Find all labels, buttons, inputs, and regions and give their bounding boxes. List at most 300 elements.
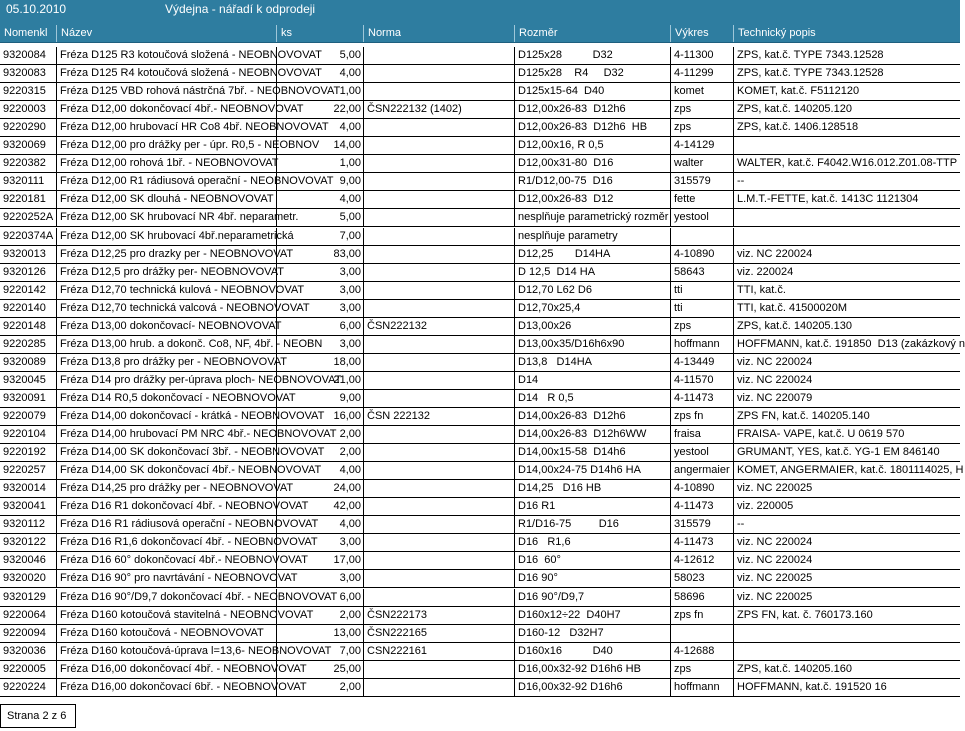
cell-col-popis: HOFFMANN, kat.č. 191850 D13 (zakázkový n <box>733 336 960 353</box>
cell-col-rozmer: D16,00x32-92 D16h6 <box>514 679 670 696</box>
cell-col-nomenkl: 9320014 <box>3 482 46 495</box>
cell-col-norma <box>363 246 514 263</box>
cell-col-nomenkl: 9220094 <box>3 626 46 639</box>
cell-col-rozmer: D14,25 D16 HB <box>514 480 670 497</box>
cell-col-nomenkl: 9320084 <box>3 49 46 61</box>
cell-col-rozmer: D14,00x15-58 D14h6 <box>514 444 670 461</box>
cell-col-popis: TTI, kat.č. <box>733 282 960 299</box>
cell-col-norma <box>363 282 514 299</box>
cell-col-norma <box>363 570 514 587</box>
cell-col-nomenkl: 9220315 <box>3 85 46 98</box>
cell-col-rozmer: D14,00x26-83 D12h6 <box>514 408 670 425</box>
cell-col-ks: 13,00 <box>276 625 363 642</box>
cell-col-nazev: Fréza D16 R1,6 dokončovací 4bř. - NEOBNOVOVAT <box>56 534 276 551</box>
cell-col-vykres: fette <box>670 191 733 208</box>
cell-col-norma <box>363 498 514 515</box>
cell-col-popis: ZPS, kat.č. 1406.128518 <box>733 119 960 136</box>
cell-col-nomenkl: 9320126 <box>3 265 46 278</box>
cell-col-nazev: Fréza D13,00 hrub. a dokonč. Co8, NF, 4bř. - NEOBN <box>56 336 276 353</box>
cell-col-popis: viz. 220005 <box>733 498 960 515</box>
cell-col-vykres: 4-11300 <box>670 47 733 64</box>
cell-col-norma <box>363 83 514 100</box>
cell-col-vykres: 4-11570 <box>670 372 733 389</box>
cell-col-ks: 6,00 <box>276 589 363 606</box>
cell-col-rozmer: D16 90°/D9,7 <box>514 589 670 606</box>
cell-col-nazev: Fréza D125 VBD rohová nástrčná 7bř. - NEOBNOVOVAT <box>56 83 276 100</box>
page-label: Strana 2 z 6 <box>7 710 67 722</box>
cell-col-norma: ČSN 222132 <box>363 408 514 425</box>
cell-col-vykres: hoffmann <box>670 679 733 696</box>
cell-col-nomenkl: 9220148 <box>3 319 46 332</box>
cell-col-ks: 4,00 <box>276 191 363 208</box>
cell-col-nazev: Fréza D13,8 pro drážky per - NEOBNOVOVAT <box>56 354 276 371</box>
table-row <box>0 246 960 264</box>
cell-col-nomenkl: 9320112 <box>3 518 46 531</box>
cell-col-nazev: Fréza D12,5 pro drážky per- NEOBNOVOVAT <box>56 264 276 281</box>
cell-col-rozmer: R1/D12,00-75 D16 <box>514 173 670 190</box>
cell-col-nazev: Fréza D16 90° pro navrtávání - NEOBNOVOVAT <box>56 570 276 587</box>
cell-col-rozmer: D13,00x35/D16h6x90 <box>514 336 670 353</box>
cell-col-ks: 6,00 <box>276 318 363 335</box>
cell-col-vykres: 4-11473 <box>670 498 733 515</box>
cell-col-rozmer: D12,00x26-83 D12h6 <box>514 101 670 118</box>
cell-col-nomenkl: 9320013 <box>3 247 46 260</box>
cell-col-vykres: walter <box>670 155 733 172</box>
table-row <box>0 300 960 318</box>
cell-col-nomenkl: 9320129 <box>3 590 46 603</box>
cell-col-ks: 9,00 <box>276 173 363 190</box>
cell-col-vykres: yestool <box>670 209 733 226</box>
cell-col-norma <box>363 47 514 64</box>
table-row <box>0 318 960 336</box>
cell-col-rozmer: D16 R1 <box>514 498 670 515</box>
cell-col-vykres: zps <box>670 119 733 136</box>
cell-col-ks: 2,00 <box>276 444 363 461</box>
cell-col-popis: viz. NC 220079 <box>733 390 960 407</box>
cell-col-vykres: fraisa <box>670 426 733 443</box>
cell-col-nomenkl: 9220252A <box>3 211 54 224</box>
cell-col-vykres: 4-13449 <box>670 354 733 371</box>
cell-col-ks: 9,00 <box>276 390 363 407</box>
cell-col-popis: L.M.T.-FETTE, kat.č. 1413C 1121304 <box>733 191 960 208</box>
cell-col-nomenkl: 9320111 <box>3 175 45 188</box>
table-row <box>0 137 960 155</box>
cell-col-nazev: Fréza D12,00 hrubovací HR Co8 4bř. NEOBNOVOVAT <box>56 119 276 136</box>
table-row <box>0 173 960 191</box>
cell-col-vykres: 58696 <box>670 589 733 606</box>
cell-col-nomenkl: 9220104 <box>3 428 46 441</box>
cell-col-vykres: zps <box>670 318 733 335</box>
table-row <box>0 552 960 570</box>
cell-col-nazev: Fréza D12,00 rohová 1bř. - NEOBNOVOVAT <box>56 155 276 172</box>
cell-col-nomenkl: 9320069 <box>3 139 46 152</box>
cell-col-vykres: tti <box>670 300 733 317</box>
cell-col-ks: 3,00 <box>276 300 363 317</box>
cell-col-nazev: Fréza D16 R1 dokončovací 4bř. - NEOBNOVOVAT <box>56 498 276 515</box>
table-row <box>0 83 960 101</box>
cell-col-nomenkl: 9220382 <box>3 157 46 170</box>
cell-col-nazev: Fréza D16 90°/D9,7 dokončovací 4bř. - NEOBNOVOVAT <box>56 589 276 606</box>
cell-col-popis: viz. NC 220024 <box>733 552 960 569</box>
cell-col-vykres: 4-12688 <box>670 643 733 660</box>
report-date: 05.10.2010 <box>6 2 67 16</box>
cell-col-nomenkl: 9320046 <box>3 554 46 567</box>
cell-col-rozmer: D12,00x26-83 D12h6 HB <box>514 119 670 136</box>
table-row <box>0 462 964 480</box>
cell-col-popis: ZPS FN, kat. č. 760173.160 <box>733 607 960 624</box>
table-row <box>0 282 960 300</box>
header-col-rozmer: Rozměr <box>514 25 670 42</box>
cell-col-vykres: 4-12612 <box>670 552 733 569</box>
cell-col-vykres: 58023 <box>670 570 733 587</box>
cell-col-nazev: Fréza D12,25 pro drazky per - NEOBNOVOVAT <box>56 246 276 263</box>
cell-col-norma: ČSN222132 <box>363 318 514 335</box>
cell-col-popis: ZPS, kat.č. 140205.130 <box>733 318 960 335</box>
cell-col-ks: 17,00 <box>276 552 363 569</box>
cell-col-nomenkl: 9320089 <box>3 355 46 368</box>
cell-col-nomenkl: 9320020 <box>3 572 46 585</box>
cell-col-nomenkl: 9220257 <box>3 464 46 477</box>
cell-col-ks: 14,00 <box>276 137 363 154</box>
cell-col-rozmer: D125x28 D32 <box>514 47 670 64</box>
cell-col-norma <box>363 209 514 226</box>
cell-col-nomenkl: 9320083 <box>3 67 46 80</box>
table-row <box>0 498 960 516</box>
cell-col-ks: 3,00 <box>276 282 363 299</box>
cell-col-nazev: Fréza D14 R0,5 dokončovací - NEOBNOVOVAT <box>56 390 276 407</box>
cell-col-nazev: Fréza D160 kotoučová-úprava l=13,6- NEOBNOVOVAT <box>56 643 276 660</box>
cell-col-rozmer: D160-12 D32H7 <box>514 625 670 642</box>
cell-col-nazev: Fréza D16,00 dokončovací 6bř. - NEOBNOVOVAT <box>56 679 276 696</box>
cell-col-rozmer: D12,00x26-83 D12 <box>514 191 670 208</box>
cell-col-ks: 25,00 <box>276 661 363 678</box>
cell-col-popis <box>733 625 960 642</box>
cell-col-nazev: Fréza D14,00 SK dokončovací 3bř. - NEOBNOVOVAT <box>56 444 276 461</box>
cell-col-nomenkl: 9220224 <box>3 680 46 693</box>
cell-col-nomenkl: 9320041 <box>3 500 46 513</box>
cell-col-nomenkl: 9220140 <box>3 301 46 314</box>
cell-col-popis: viz. NC 220025 <box>733 480 960 497</box>
cell-col-ks: 42,00 <box>276 498 363 515</box>
cell-col-nomenkl: 9320036 <box>3 644 46 657</box>
table-row <box>0 264 960 282</box>
cell-col-vykres <box>670 228 733 245</box>
header-col-nomenkl: Nomenkl <box>4 27 48 39</box>
cell-col-rozmer: D12,70 L62 D6 <box>514 282 670 299</box>
cell-col-nazev: Fréza D14,25 pro drážky per - NEOBNOVOVAT <box>56 480 276 497</box>
cell-col-popis: GRUMANT, YES, kat.č. YG-1 EM 846140 <box>733 444 960 461</box>
table-row <box>0 661 960 679</box>
cell-col-ks: 5,00 <box>276 209 363 226</box>
cell-col-norma <box>363 444 514 461</box>
cell-col-norma: ČSN222132 (1402) <box>363 101 514 118</box>
cell-col-ks: 18,00 <box>276 354 363 371</box>
cell-col-nomenkl: 9220374A <box>3 229 54 242</box>
cell-col-nazev: Fréza D14,00 SK dokončovací 4bř.- NEOBNOVOVAT <box>56 462 276 479</box>
table-row <box>0 625 960 643</box>
column-headers <box>0 25 960 42</box>
cell-col-ks: 4,00 <box>276 119 363 136</box>
cell-col-nomenkl: 9220285 <box>3 337 46 350</box>
cell-col-popis <box>733 643 960 660</box>
header-col-ks: ks <box>276 25 363 42</box>
cell-col-popis: viz. NC 220024 <box>733 534 960 551</box>
table-row <box>0 372 960 390</box>
cell-col-vykres <box>670 625 733 642</box>
cell-col-nomenkl: 9220181 <box>3 193 46 206</box>
cell-col-norma <box>363 119 514 136</box>
cell-col-rozmer: D160x16 D40 <box>514 643 670 660</box>
cell-col-nazev: Fréza D12,00 pro drážky per - úpr. R0,5 - NEOBNOV <box>56 137 276 154</box>
cell-col-vykres: 315579 <box>670 516 733 533</box>
cell-col-nazev: Fréza D16 R1 rádiusová operační - NEOBNOVOVAT <box>56 516 276 533</box>
cell-col-vykres: yestool <box>670 444 733 461</box>
cell-col-norma <box>363 390 514 407</box>
cell-col-popis: ZPS FN, kat.č. 140205.140 <box>733 408 960 425</box>
cell-col-norma <box>363 354 514 371</box>
cell-col-rozmer: D13,8 D14HA <box>514 354 670 371</box>
cell-col-nomenkl: 9320091 <box>3 391 46 404</box>
cell-col-norma <box>363 679 514 696</box>
cell-col-nomenkl: 9320045 <box>3 373 46 386</box>
table-row <box>0 47 960 65</box>
cell-col-nazev: Fréza D16 60° dokončovací 4bř.- NEOBNOVOVAT <box>56 552 276 569</box>
cell-col-rozmer: D16 60° <box>514 552 670 569</box>
cell-col-norma <box>363 65 514 82</box>
cell-col-ks: 16,00 <box>276 408 363 425</box>
table-row <box>0 589 960 607</box>
cell-col-norma <box>363 137 514 154</box>
cell-col-rozmer: D125x28 R4 D32 <box>514 65 670 82</box>
cell-col-nomenkl: 9320122 <box>3 536 46 549</box>
table-row <box>0 65 960 83</box>
cell-col-ks: 7,00 <box>276 643 363 660</box>
cell-col-rozmer: D12,70x25,4 <box>514 300 670 317</box>
report-header <box>0 0 960 43</box>
cell-col-popis: TTI, kat.č. 41500020M <box>733 300 960 317</box>
cell-col-ks: 1,00 <box>276 83 363 100</box>
cell-col-rozmer: D 12,5 D14 HA <box>514 264 670 281</box>
cell-col-nomenkl: 9220079 <box>3 410 46 422</box>
cell-col-nazev: Fréza D12,00 dokončovací 4bř.- NEOBNOVOVAT <box>56 101 276 118</box>
cell-col-vykres: komet <box>670 83 733 100</box>
cell-col-nazev: Fréza D12,00 SK hrubovací 4bř.neparametrická <box>56 228 276 245</box>
cell-col-norma <box>363 372 514 389</box>
cell-col-popis: WALTER, kat.č. F4042.W16.012.Z01.08-TTP <box>733 155 960 172</box>
cell-col-nomenkl: 9220290 <box>3 121 46 134</box>
cell-col-rozmer: D160x12÷22 D40H7 <box>514 607 670 624</box>
cell-col-rozmer: D12,25 D14HA <box>514 246 670 263</box>
header-col-nazev: Název <box>56 25 276 42</box>
report-title: Výdejna - nářadí k odprodeji <box>165 2 316 16</box>
cell-col-nazev: Fréza D14 pro drážky per-úprava ploch- NEOBNOVOVAT <box>56 372 276 389</box>
cell-col-vykres: 4-11473 <box>670 390 733 407</box>
table-row <box>0 444 960 462</box>
cell-col-ks: 3,00 <box>276 336 363 353</box>
cell-col-nazev: Fréza D160 kotoučová - NEOBNOVOVAT <box>56 625 276 642</box>
cell-col-vykres: zps fn <box>670 607 733 624</box>
cell-col-rozmer: R1/D16-75 D16 <box>514 516 670 533</box>
cell-col-vykres: zps <box>670 101 733 118</box>
table-row <box>0 155 960 173</box>
cell-col-norma <box>363 480 514 497</box>
table-row <box>0 534 960 552</box>
cell-col-vykres: zps <box>670 661 733 678</box>
cell-col-norma <box>363 552 514 569</box>
cell-col-popis: ZPS, kat.č. TYPE 7343.12528 <box>733 47 960 64</box>
cell-col-nazev: Fréza D16,00 dokončovací 4bř. - NEOBNOVOVAT <box>56 661 276 678</box>
cell-col-ks: 2,00 <box>276 426 363 443</box>
table-row <box>0 390 960 408</box>
cell-col-nazev: Fréza D125 R3 kotoučová složená - NEOBNOVOVAT <box>56 47 276 64</box>
cell-col-nazev: Fréza D12,70 technická valcová - NEOBNOVOVAT <box>56 300 276 317</box>
cell-col-rozmer: D12,00x16, R 0,5 <box>514 137 670 154</box>
cell-col-ks: 5,00 <box>276 47 363 64</box>
cell-col-ks: 83,00 <box>276 246 363 263</box>
cell-col-popis: viz. NC 220024 <box>733 354 960 371</box>
cell-col-nazev: Fréza D12,00 R1 rádiusová operační - NEOBNOVOVAT <box>56 173 276 190</box>
table-row <box>0 408 960 426</box>
cell-col-rozmer: D12,00x31-80 D16 <box>514 155 670 172</box>
cell-col-vykres: 4-11473 <box>670 534 733 551</box>
cell-col-popis <box>733 228 960 245</box>
cell-col-nomenkl: 9220005 <box>3 662 46 675</box>
cell-col-ks: 3,00 <box>276 570 363 587</box>
cell-col-popis: -- <box>733 516 960 533</box>
cell-col-norma <box>363 155 514 172</box>
cell-col-norma <box>363 589 514 606</box>
cell-col-popis: KOMET, kat.č. F5112120 <box>733 83 960 100</box>
table-row <box>0 679 960 697</box>
cell-col-norma <box>363 300 514 317</box>
cell-col-popis <box>733 137 960 154</box>
cell-col-nazev: Fréza D14,00 hrubovací PM NRC 4bř.- NEOBNOVOVAT <box>56 426 276 443</box>
cell-col-norma: ČSN222165 <box>363 625 514 642</box>
header-col-vykres: Výkres <box>670 25 733 42</box>
cell-col-popis: viz. NC 220024 <box>733 372 960 389</box>
cell-col-vykres: 4-10890 <box>670 480 733 497</box>
cell-col-norma <box>363 336 514 353</box>
cell-col-vykres: tti <box>670 282 733 299</box>
cell-col-popis: HOFFMANN, kat.č. 191520 16 <box>733 679 960 696</box>
cell-col-ks: 24,00 <box>276 480 363 497</box>
cell-col-popis: ZPS, kat.č. 140205.120 <box>733 101 960 118</box>
cell-col-rozmer: D16,00x32-92 D16h6 HB <box>514 661 670 678</box>
cell-col-nomenkl: 9220142 <box>3 283 46 296</box>
table-row <box>0 228 960 246</box>
cell-col-ks: 21,00 <box>276 372 363 389</box>
cell-col-rozmer: nesplňuje parametry <box>514 228 670 245</box>
cell-col-popis: viz. 220024 <box>733 264 960 281</box>
cell-col-rozmer: D16 R1,6 <box>514 534 670 551</box>
table-row <box>0 101 960 119</box>
cell-col-rozmer: D14,00x26-83 D12h6WW <box>514 426 670 443</box>
cell-col-rozmer: D14,00x24-75 D14h6 HA <box>514 462 670 479</box>
table-row <box>0 354 960 372</box>
table-row <box>0 191 960 209</box>
cell-col-ks: 3,00 <box>276 534 363 551</box>
cell-col-ks: 2,00 <box>276 607 363 624</box>
cell-col-vykres: 4-14129 <box>670 137 733 154</box>
cell-col-nomenkl: 9220192 <box>3 446 46 459</box>
cell-col-norma <box>363 462 514 479</box>
cell-col-ks: 1,00 <box>276 155 363 172</box>
header-col-popis: Technický popis <box>733 25 960 42</box>
cell-col-popis: ZPS, kat.č. 140205.160 <box>733 661 960 678</box>
cell-col-nomenkl: 9220003 <box>3 103 46 116</box>
cell-col-nazev: Fréza D160 kotoučová stavitelná - NEOBNOVOVAT <box>56 607 276 624</box>
cell-col-norma <box>363 173 514 190</box>
page-indicator <box>0 704 76 728</box>
cell-col-norma <box>363 191 514 208</box>
table-row <box>0 607 960 625</box>
cell-col-vykres: 58643 <box>670 264 733 281</box>
cell-col-ks: 2,00 <box>276 679 363 696</box>
cell-col-norma: CSN222161 <box>363 643 514 660</box>
cell-col-ks: 4,00 <box>276 462 363 479</box>
cell-col-vykres: angermaier <box>670 462 733 479</box>
cell-col-norma <box>363 661 514 678</box>
cell-col-ks: 3,00 <box>276 264 363 281</box>
cell-col-vykres: 4-10890 <box>670 246 733 263</box>
cell-col-vykres: hoffmann <box>670 336 733 353</box>
table-row <box>0 516 960 534</box>
cell-col-nazev: Fréza D12,70 technická kulová - NEOBNOVOVAT <box>56 282 276 299</box>
cell-col-popis: KOMET, ANGERMAIER, kat.č. 1801114025, H <box>733 462 960 479</box>
cell-col-vykres: zps fn <box>670 408 733 425</box>
table-row <box>0 119 960 137</box>
cell-col-rozmer: D125x15-64 D40 <box>514 83 670 100</box>
cell-col-rozmer: D14 R 0,5 <box>514 390 670 407</box>
cell-col-nazev: Fréza D12,00 SK hrubovací NR 4bř. neparametr. <box>56 209 276 226</box>
cell-col-rozmer: D16 90° <box>514 570 670 587</box>
cell-col-nazev: Fréza D13,00 dokončovací- NEOBNOVOVAT <box>56 318 276 335</box>
table-row <box>0 426 960 444</box>
header-col-norma: Norma <box>363 25 514 42</box>
cell-col-rozmer: nesplňuje parametrický rozměr <box>514 209 670 226</box>
cell-col-popis <box>733 209 960 226</box>
cell-col-vykres: 315579 <box>670 173 733 190</box>
cell-col-nomenkl: 9220064 <box>3 608 46 621</box>
table-row <box>0 336 965 354</box>
cell-col-ks: 4,00 <box>276 516 363 533</box>
cell-col-norma <box>363 228 514 245</box>
cell-col-popis: viz. NC 220024 <box>733 246 960 263</box>
cell-col-norma <box>363 516 514 533</box>
cell-col-norma: ČSN222173 <box>363 607 514 624</box>
cell-col-norma <box>363 264 514 281</box>
table-row <box>0 209 960 227</box>
cell-col-nazev: Fréza D125 R4 kotoučová složená - NEOBNOVOVAT <box>56 65 276 82</box>
cell-col-rozmer: D13,00x26 <box>514 318 670 335</box>
cell-col-popis: ZPS, kat.č. TYPE 7343.12528 <box>733 65 960 82</box>
table-row <box>0 643 960 661</box>
cell-col-nazev: Fréza D14,00 dokončovací - krátká - NEOBNOVOVAT <box>56 408 276 425</box>
cell-col-popis: FRAISA- VAPE, kat.č. U 0619 570 <box>733 426 960 443</box>
cell-col-vykres: 4-11299 <box>670 65 733 82</box>
cell-col-popis: viz. NC 220025 <box>733 589 960 606</box>
cell-col-nazev: Fréza D12,00 SK dlouhá - NEOBNOVOVAT <box>56 191 276 208</box>
cell-col-popis: viz. NC 220025 <box>733 570 960 587</box>
cell-col-norma <box>363 426 514 443</box>
cell-col-rozmer: D14 <box>514 372 670 389</box>
cell-col-popis: -- <box>733 173 960 190</box>
cell-col-norma <box>363 534 514 551</box>
cell-col-ks: 4,00 <box>276 65 363 82</box>
cell-col-ks: 22,00 <box>276 101 363 118</box>
table-row <box>0 570 960 588</box>
table-row <box>0 480 960 498</box>
